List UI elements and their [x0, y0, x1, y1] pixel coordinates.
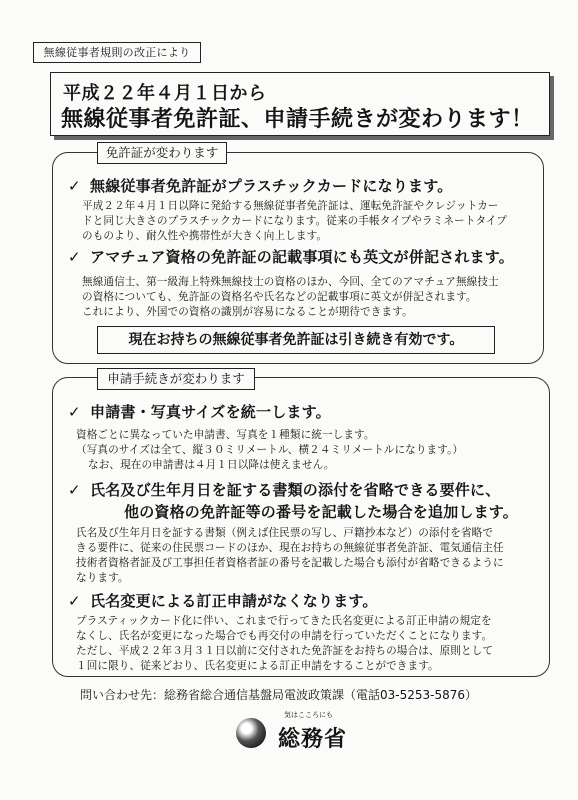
item-text-english: 無線通信士、第一級海上特殊無線技士の資格のほか、今回、全てのアマチュア無線技士 の資格についても、免許証の資格名や氏名などの記載事項に英文が併記されます。 これにより、外国での資格の識別が容易になることが期待できます。 [82, 276, 499, 318]
check-icon: ✓ [68, 177, 81, 195]
check-icon: ✓ [68, 403, 81, 421]
item-heading-omit-documents: ✓ 氏名及び生年月日を証する書類の添付を省略できる要件に、 他の資格の免許証等の番号を記載した場合を追加します。 [68, 481, 519, 521]
logo-tagline: 気はこころにも [284, 711, 333, 719]
title-date: 平成２２年４月１日から [63, 83, 267, 104]
ministry-logo [232, 710, 362, 754]
ministry-emblem-icon [236, 718, 266, 748]
item-text-unified-form: 資格ごとに異なっていた申請書、写真を１種類に統一します。 （写真のサイズは全て、縦３０ミリメートル、横２４ミリメートルになります。） なお、現在の申請書は４月１日以降は使えません。 [76, 429, 464, 471]
item-heading-english: ✓ アマチュア資格の免許証の記載事項にも英文が併記されます。 [68, 248, 514, 266]
section-label-application: 申請手続きが変わります [97, 368, 255, 390]
title-box [50, 72, 550, 136]
item-text-omit-documents: 氏名及び生年月日を証する書類（例えば住民票の写し、戸籍抄本など）の添付を省略で きる要件に、従来の住民票コードのほか、現在お持ちの無線従事者免許証、電気通信主任 技術者資格者証及び工事担任者資格者証の番号を記載した場合も添付が省略できるように なります。 [76, 527, 504, 584]
item-heading-plastic-card: ✓ 無線従事者免許証がプラスチックカードになります。 [68, 177, 453, 195]
regulation-tag: 無線従事者規則の改正により [33, 42, 201, 63]
logo-name: 総務省 [278, 727, 348, 752]
item-text-plastic-card: 平成２２年４月１日以降に発給する無線従事者免許証は、運転免許証やクレジットカー ドと同じ大きさのプラスチックカードになります。従来の手帳タイプやラミネートタイプ のものより、耐久性や携帯性が大きく向上します。 [82, 200, 507, 242]
item-heading-unified-form: ✓ 申請書・写真サイズを統一します。 [68, 403, 331, 421]
page-title: 無線従事者免許証、申請手続きが変わります！ [61, 107, 534, 132]
valid-license-note: 現在お持ちの無線従事者免許証は引き続き有効です。 [97, 326, 495, 354]
contact-info: 問い合わせ先：総務省総合通信基盤局電波政策課（電話03-5253-5876） [80, 688, 478, 702]
section-label-license: 免許証が変わります [97, 142, 227, 164]
check-icon: ✓ [68, 248, 81, 266]
item-heading-name-change: ✓ 氏名変更による訂正申請がなくなります。 [68, 592, 378, 610]
check-icon: ✓ [68, 592, 81, 610]
check-icon: ✓ [68, 481, 81, 499]
item-text-name-change: プラスティックカード化に伴い、これまで行ってきた氏名変更による訂正申請の規定を なくし、氏名が変更になった場合でも再交付の申請を行っていただくことになります。 ただし、平成２２年３月３１日以前に交付された免許証をお持ちの場合は、原則として １回に限り、従来どおり、氏名変更による訂正申請をすることができます。 [76, 615, 494, 672]
